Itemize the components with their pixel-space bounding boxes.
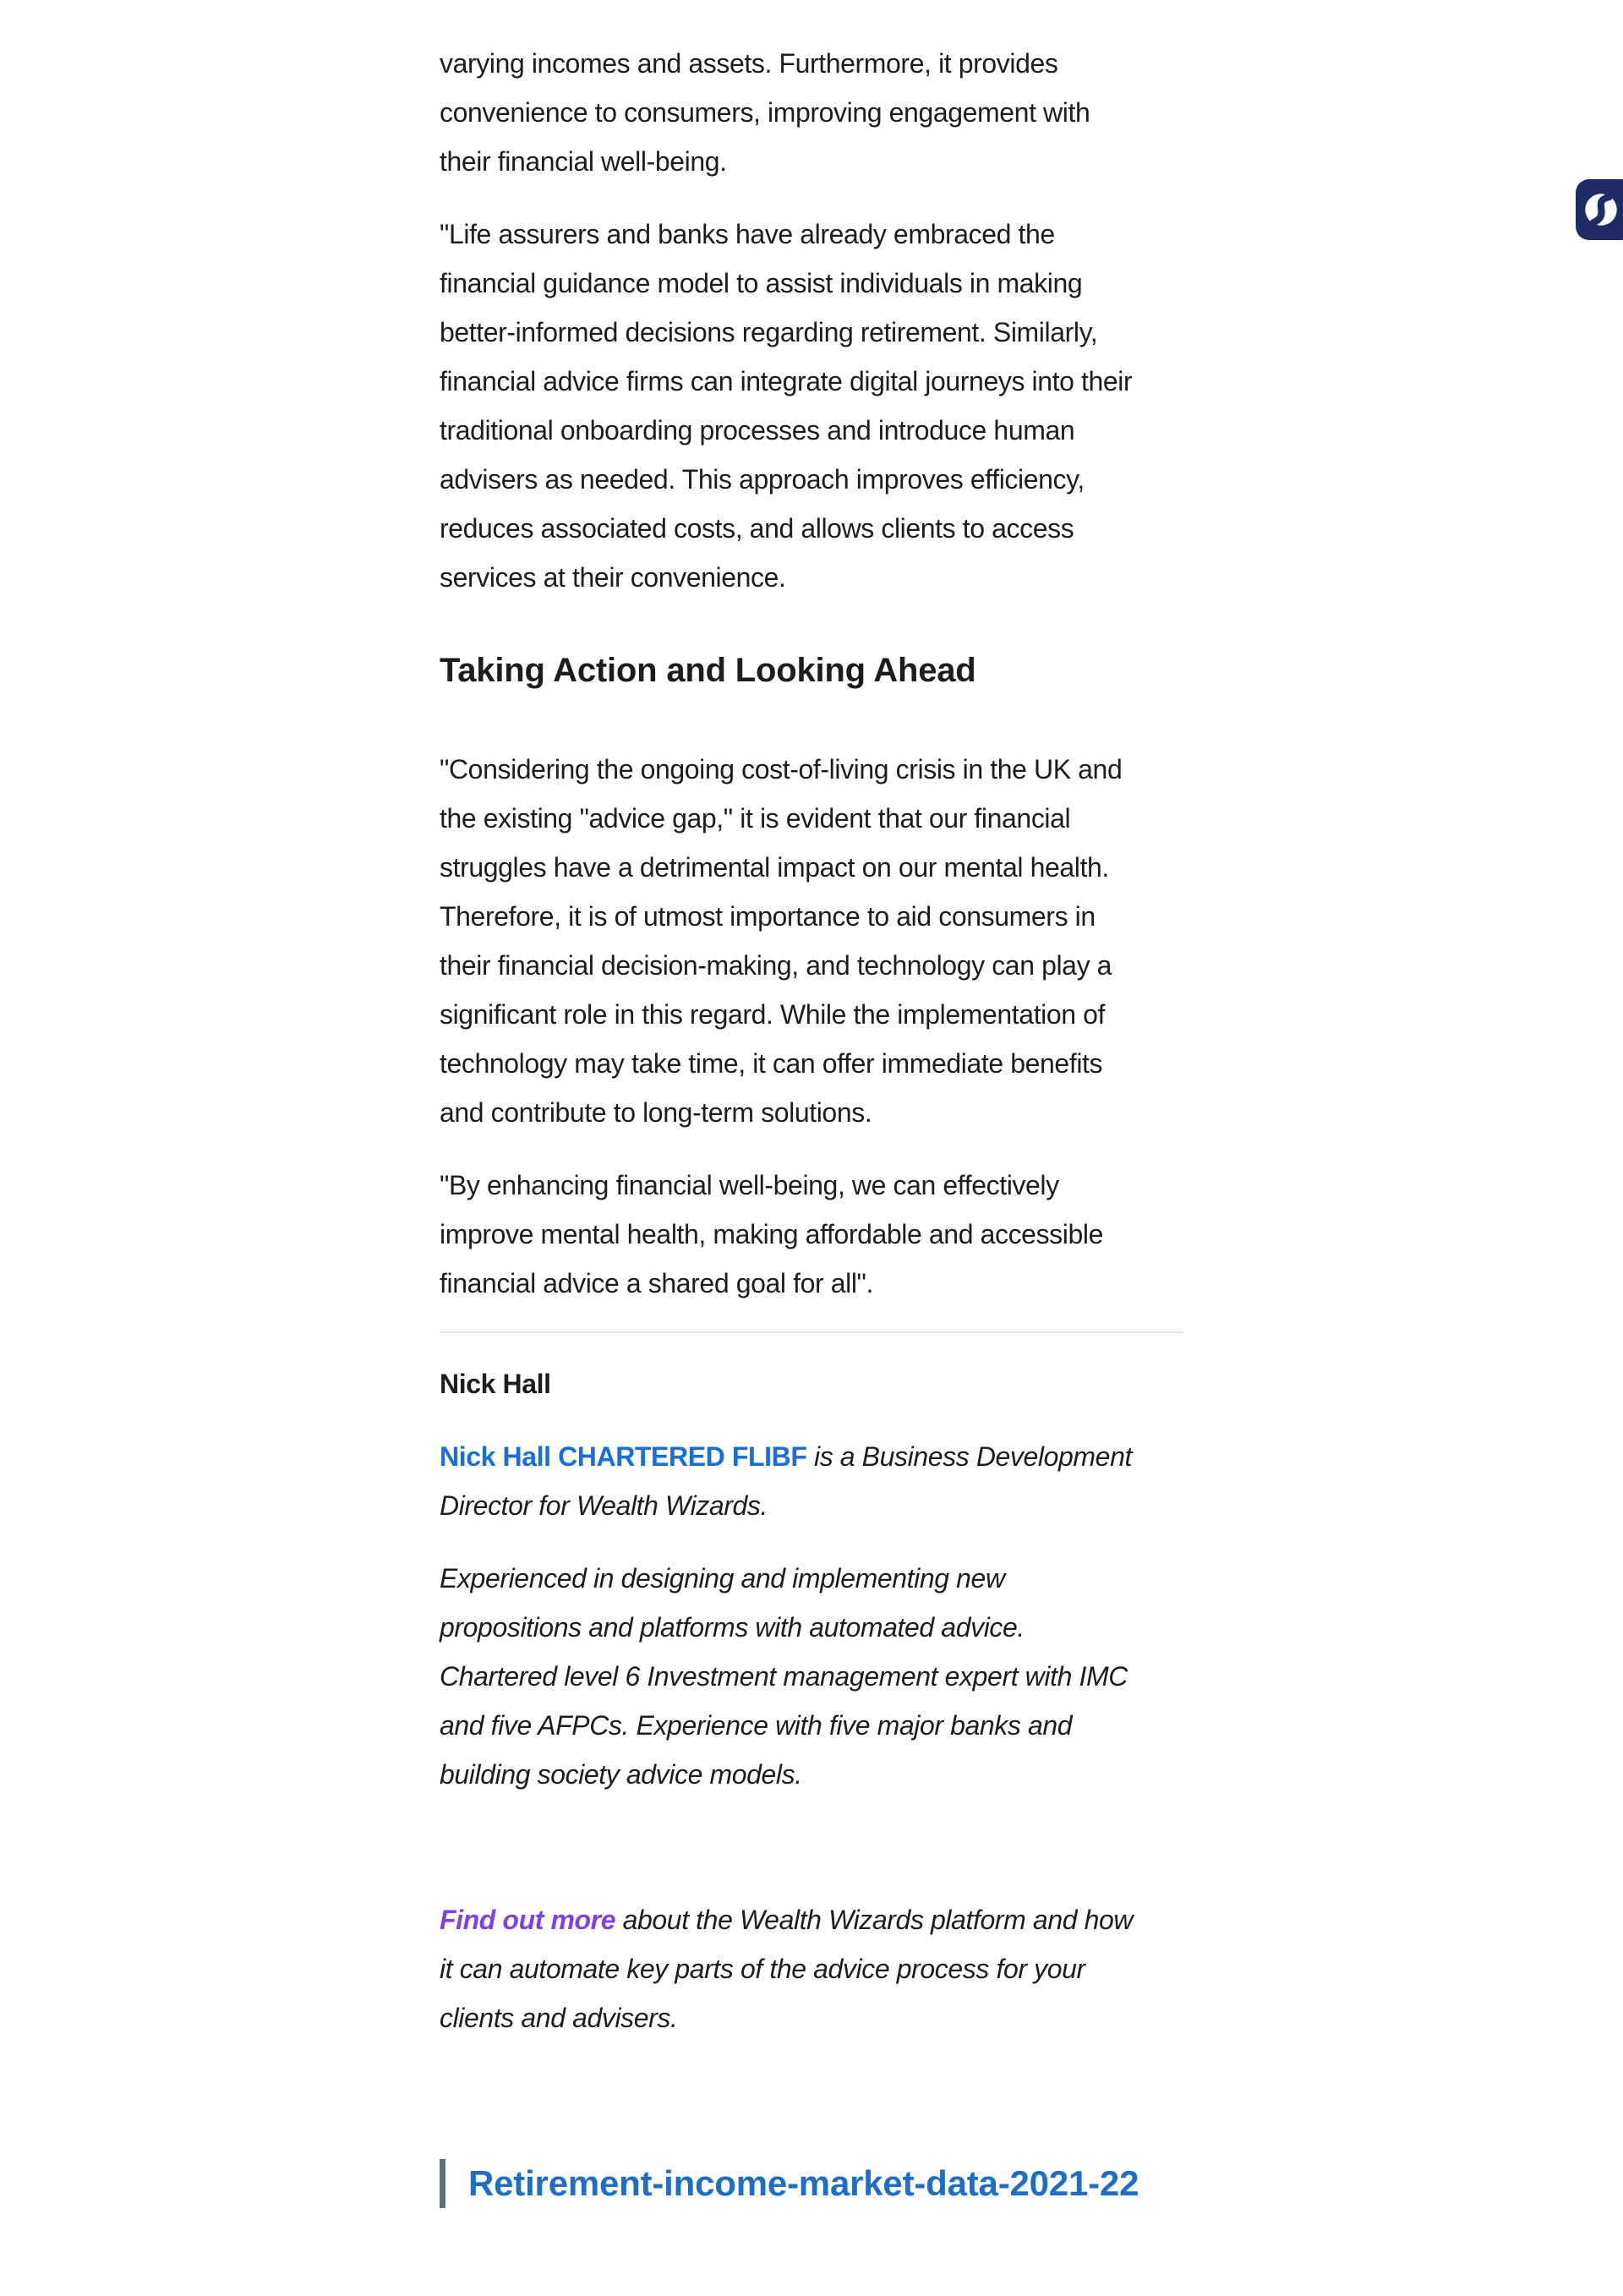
paragraph-line: advisers as needed. This approach improves efficiency, (440, 464, 1085, 495)
bio-line: building society advice models. (440, 1759, 802, 1790)
paragraph-line: "Considering the ongoing cost-of-living crisis in the UK and (440, 754, 1123, 784)
paragraph-line: financial guidance model to assist individuals in making (440, 268, 1083, 298)
bio-line: propositions and platforms with automated advice. (440, 1612, 1025, 1643)
find-out-more-link[interactable]: Find out more (440, 1905, 616, 1935)
bio-line: Experienced in designing and implementing new (440, 1563, 1005, 1594)
paragraph-line: technology may take time, it can offer immediate benefits (440, 1048, 1103, 1079)
author-title-paragraph (440, 1432, 1183, 1530)
paragraph-line: significant role in this regard. While the implementation of (440, 999, 1106, 1030)
paragraph-line: "Life assurers and banks have already embraced the (440, 219, 1055, 249)
paragraph-line: financial advice a shared goal for all". (440, 1268, 874, 1298)
paragraph-line: convenience to consumers, improving engagement with (440, 97, 1090, 128)
bio-line: Chartered level 6 Investment management expert with IMC (440, 1661, 1128, 1692)
paragraph-line: better-informed decisions regarding retirement. Similarly, (440, 317, 1098, 347)
report-link-heading[interactable]: Retirement-income-market-data-2021-22 (440, 2159, 1183, 2208)
bio-line: and five AFPCs. Experience with five major banks and (440, 1710, 1073, 1741)
author-name: Nick Hall (440, 1369, 551, 1399)
paragraph-line: "By enhancing financial well-being, we can effectively (440, 1170, 1059, 1200)
considering-paragraph (440, 745, 1183, 1137)
article-body (440, 0, 1183, 2208)
author-profile-link[interactable]: Nick Hall CHARTERED FLIBF (440, 1441, 807, 1472)
paragraph-line: varying incomes and assets. Furthermore, it provides (440, 48, 1058, 79)
paragraph-line: traditional onboarding processes and introduce human (440, 415, 1075, 446)
author-bio-paragraph (440, 1554, 1183, 1799)
paragraph-line: improve mental health, making affordable and accessible (440, 1219, 1103, 1249)
paragraph-line: Therefore, it is of utmost importance to aid consumers in (440, 901, 1096, 932)
paragraph-line: the existing "advice gap," it is evident that our financial (440, 803, 1071, 834)
paragraph-line: services at their convenience. (440, 562, 786, 593)
cta-paragraph (440, 1895, 1183, 2042)
intro-paragraph (440, 39, 1183, 186)
s-orb-icon (1582, 191, 1620, 228)
section-divider (440, 1331, 1183, 1333)
cta-text: about the Wealth Wizards platform and how (615, 1905, 1134, 1935)
paragraph-line: their financial decision-making, and technology can play a (440, 950, 1112, 981)
paragraph-line: reduces associated costs, and allows clients to access (440, 513, 1074, 544)
author-name-paragraph (440, 1359, 1183, 1408)
cta-text: it can automate key parts of the advice process for your (440, 1954, 1085, 1984)
share-extension-button[interactable] (1576, 179, 1623, 240)
author-title-text: is a Business Development (806, 1441, 1132, 1472)
enhancing-paragraph (440, 1161, 1183, 1308)
assurers-paragraph (440, 210, 1183, 602)
cta-text: clients and advisers. (440, 2003, 678, 2033)
paragraph-line: financial advice firms can integrate digital journeys into their (440, 366, 1133, 396)
paragraph-line: their financial well-being. (440, 146, 727, 177)
paragraph-line: struggles have a detrimental impact on our mental health. (440, 852, 1109, 883)
empty-paragraph (440, 1823, 1183, 1872)
author-title-text: Director for Wealth Wizards. (440, 1490, 768, 1521)
paragraph-line: and contribute to long-term solutions. (440, 1097, 872, 1128)
section-heading: Taking Action and Looking Ahead (440, 652, 976, 689)
